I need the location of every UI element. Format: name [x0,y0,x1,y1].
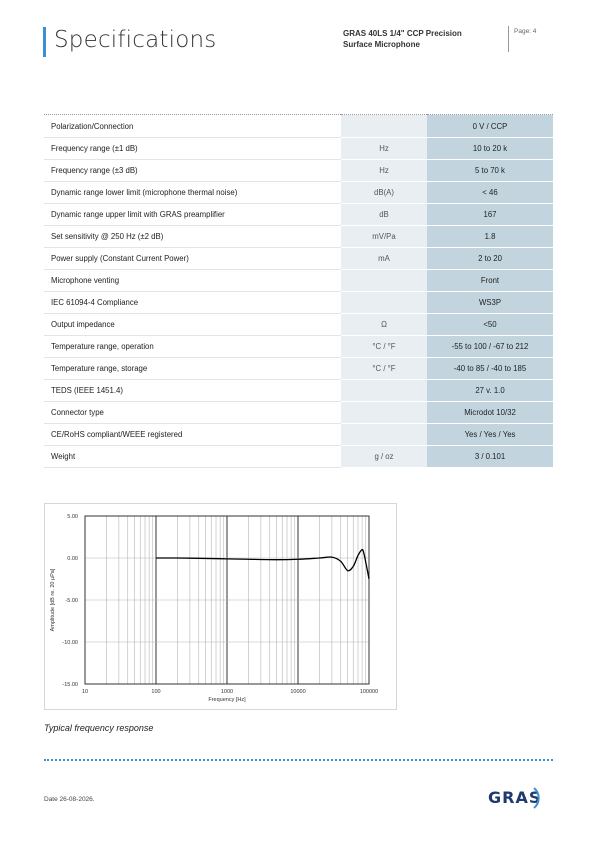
x-axis-label: Frequency [Hz] [208,697,246,703]
spec-unit [341,270,427,292]
x-tick-label: 100000 [359,689,379,695]
title-accent-bar [43,27,46,57]
spec-param: Frequency range (±1 dB) [44,138,341,160]
product-name-line-2: Surface Microphone [343,40,420,49]
spec-param: Power supply (Constant Current Power) [44,248,341,270]
spec-row [44,292,553,314]
spec-value: 2 to 20 [427,248,553,270]
spec-row [44,226,553,248]
spec-row [44,248,553,270]
spec-row [44,115,553,138]
gras-logo [488,782,546,814]
spec-row [44,182,553,204]
product-name-line-1: GRAS 40LS 1/4" CCP Precision [343,29,462,38]
x-tick-label: 10000 [290,689,306,695]
spec-unit [341,380,427,402]
spec-value: WS3P [427,292,553,314]
y-tick-label: 5.00 [67,514,78,520]
spec-param: Dynamic range lower limit (microphone thermal noise) [44,182,341,204]
spec-value: Front [427,270,553,292]
spec-param: Temperature range, storage [44,358,341,380]
spec-param: Temperature range, operation [44,336,341,358]
y-tick-label: -15.00 [62,682,78,688]
spec-unit: dB(A) [341,182,427,204]
spec-value: Yes / Yes / Yes [427,424,553,446]
spec-unit: °C / °F [341,336,427,358]
spec-value: 1.8 [427,226,553,248]
spec-unit: dB [341,204,427,226]
spec-unit: °C / °F [341,358,427,380]
frequency-response-plot [45,504,396,709]
spec-unit: mV/Pa [341,226,427,248]
y-tick-label: -10.00 [62,640,78,646]
spec-row [44,160,553,182]
spec-row [44,138,553,160]
spec-row [44,204,553,226]
spec-row [44,380,553,402]
spec-value: <50 [427,314,553,336]
y-tick-label: 0.00 [67,556,78,562]
spec-unit: Ω [341,314,427,336]
page-number: Page: 4 [514,28,537,35]
spec-value: -55 to 100 / -67 to 212 [427,336,553,358]
spec-value: 0 V / CCP [427,115,553,138]
footer-separator [44,759,553,761]
spec-row [44,402,553,424]
spec-unit: Hz [341,160,427,182]
spec-unit [341,292,427,314]
x-tick-label: 1000 [220,689,234,695]
spec-param: Weight [44,446,341,468]
spec-value: 167 [427,204,553,226]
footer-date: Date 26-08-2026. [44,796,95,803]
spec-param: CE/RoHS compliant/WEEE registered [44,424,341,446]
x-tick-label: 10 [81,689,89,695]
frequency-response-line [156,550,369,579]
spec-param: Set sensitivity @ 250 Hz (±2 dB) [44,226,341,248]
spec-unit [341,424,427,446]
spec-value: -40 to 85 / -40 to 185 [427,358,553,380]
chart-caption: Typical frequency response [44,723,154,733]
spec-unit [341,115,427,138]
spec-param: Microphone venting [44,270,341,292]
spec-unit: mA [341,248,427,270]
y-tick-label: -5.00 [65,598,78,604]
spec-row [44,336,553,358]
spec-param: IEC 61094-4 Compliance [44,292,341,314]
header-divider [508,26,509,52]
spec-row [44,358,553,380]
page-title: Specifications [54,27,217,53]
spec-value: < 46 [427,182,553,204]
spec-unit [341,402,427,424]
spec-value: 10 to 20 k [427,138,553,160]
spec-param: TEDS (IEEE 1451.4) [44,380,341,402]
y-axis-label: Amplitude [dB re. 20 µPa] [50,568,56,632]
logo-arc-icon [488,782,546,814]
spec-param: Dynamic range upper limit with GRAS preamplifier [44,204,341,226]
spec-unit: g / oz [341,446,427,468]
spec-value: 27 v. 1.0 [427,380,553,402]
spec-value: Microdot 10/32 [427,402,553,424]
spec-row [44,270,553,292]
spec-row [44,424,553,446]
spec-value: 5 to 70 k [427,160,553,182]
gras-logo-text: GRAS [488,788,542,807]
x-tick-label: 100 [151,689,161,695]
specifications-table [44,114,553,468]
product-name [343,28,493,50]
spec-value: 3 / 0.101 [427,446,553,468]
spec-param: Connector type [44,402,341,424]
spec-param: Frequency range (±3 dB) [44,160,341,182]
spec-param: Polarization/Connection [44,115,341,138]
frequency-response-chart [44,503,397,710]
spec-row [44,314,553,336]
spec-row [44,446,553,468]
spec-unit: Hz [341,138,427,160]
spec-param: Output impedance [44,314,341,336]
